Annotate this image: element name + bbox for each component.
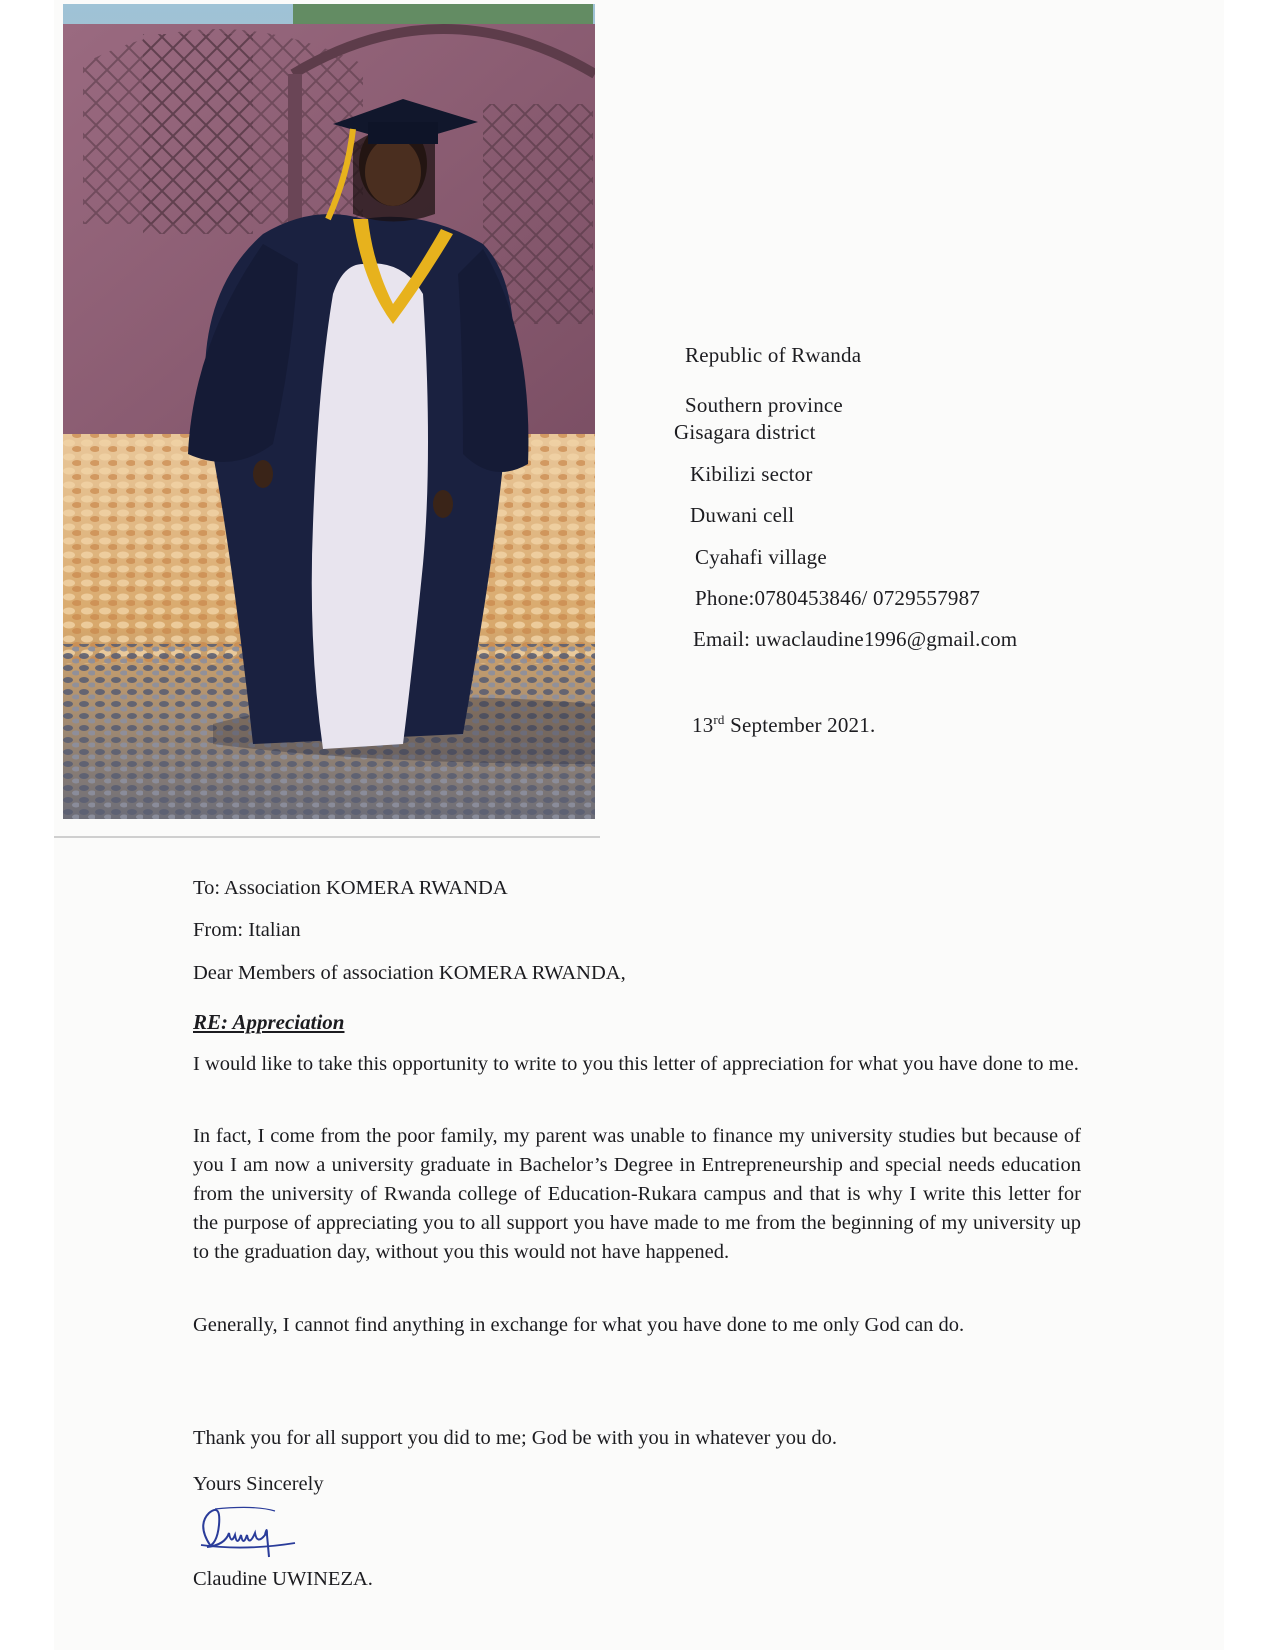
address-email: Email: uwaclaudine1996@gmail.com — [693, 627, 1018, 651]
date-suffix: rd — [713, 712, 725, 727]
letter-closing: Yours Sincerely — [193, 1473, 324, 1495]
signature — [195, 1505, 305, 1560]
date-rest: September 2021. — [724, 713, 876, 737]
letter-thanks: Thank you for all support you did to me; God be with you in whatever you do. — [193, 1427, 837, 1449]
paragraph-1: I would like to take this opportunity to write to you this letter of appreciation for what you have done to me. — [193, 1053, 1079, 1075]
address-province: Southern province — [685, 393, 843, 417]
letter-signatory: Claudine UWINEZA. — [193, 1568, 373, 1590]
address-phone: Phone:0780453846/ 0729557987 — [695, 586, 981, 610]
address-district: Gisagara district — [674, 420, 816, 444]
paragraph-2: In fact, I come from the poor family, my parent was unable to finance my university studies but because of you I am now a university graduate in Bachelor’s Degree in Entrepreneurship and special needs education from the university of Rwanda college of Education-Rukara campus and that is why I write this letter for the purpose of appreciating you to all support you have made to me from the beginning of my university up to the graduation day, without you this would not have happened. — [193, 1125, 1081, 1263]
letter-from: From: Italian — [193, 919, 301, 941]
address-cell: Duwani cell — [690, 503, 795, 527]
paragraph-3: Generally, I cannot find anything in exchange for what you have done to me only God can do. — [193, 1314, 965, 1336]
address-sector: Kibilizi sector — [690, 462, 813, 486]
address-village: Cyahafi village — [695, 545, 827, 569]
photo-edge — [54, 836, 600, 838]
letter-to: To: Association KOMERA RWANDA — [193, 877, 508, 899]
letter-date — [692, 712, 875, 738]
graduation-photo — [63, 4, 595, 819]
address-country: Republic of Rwanda — [685, 343, 862, 367]
date-day: 13 — [692, 713, 714, 737]
letter-salutation: Dear Members of association KOMERA RWANDA, — [193, 962, 626, 984]
letter-subject: RE: Appreciation — [193, 1010, 345, 1034]
